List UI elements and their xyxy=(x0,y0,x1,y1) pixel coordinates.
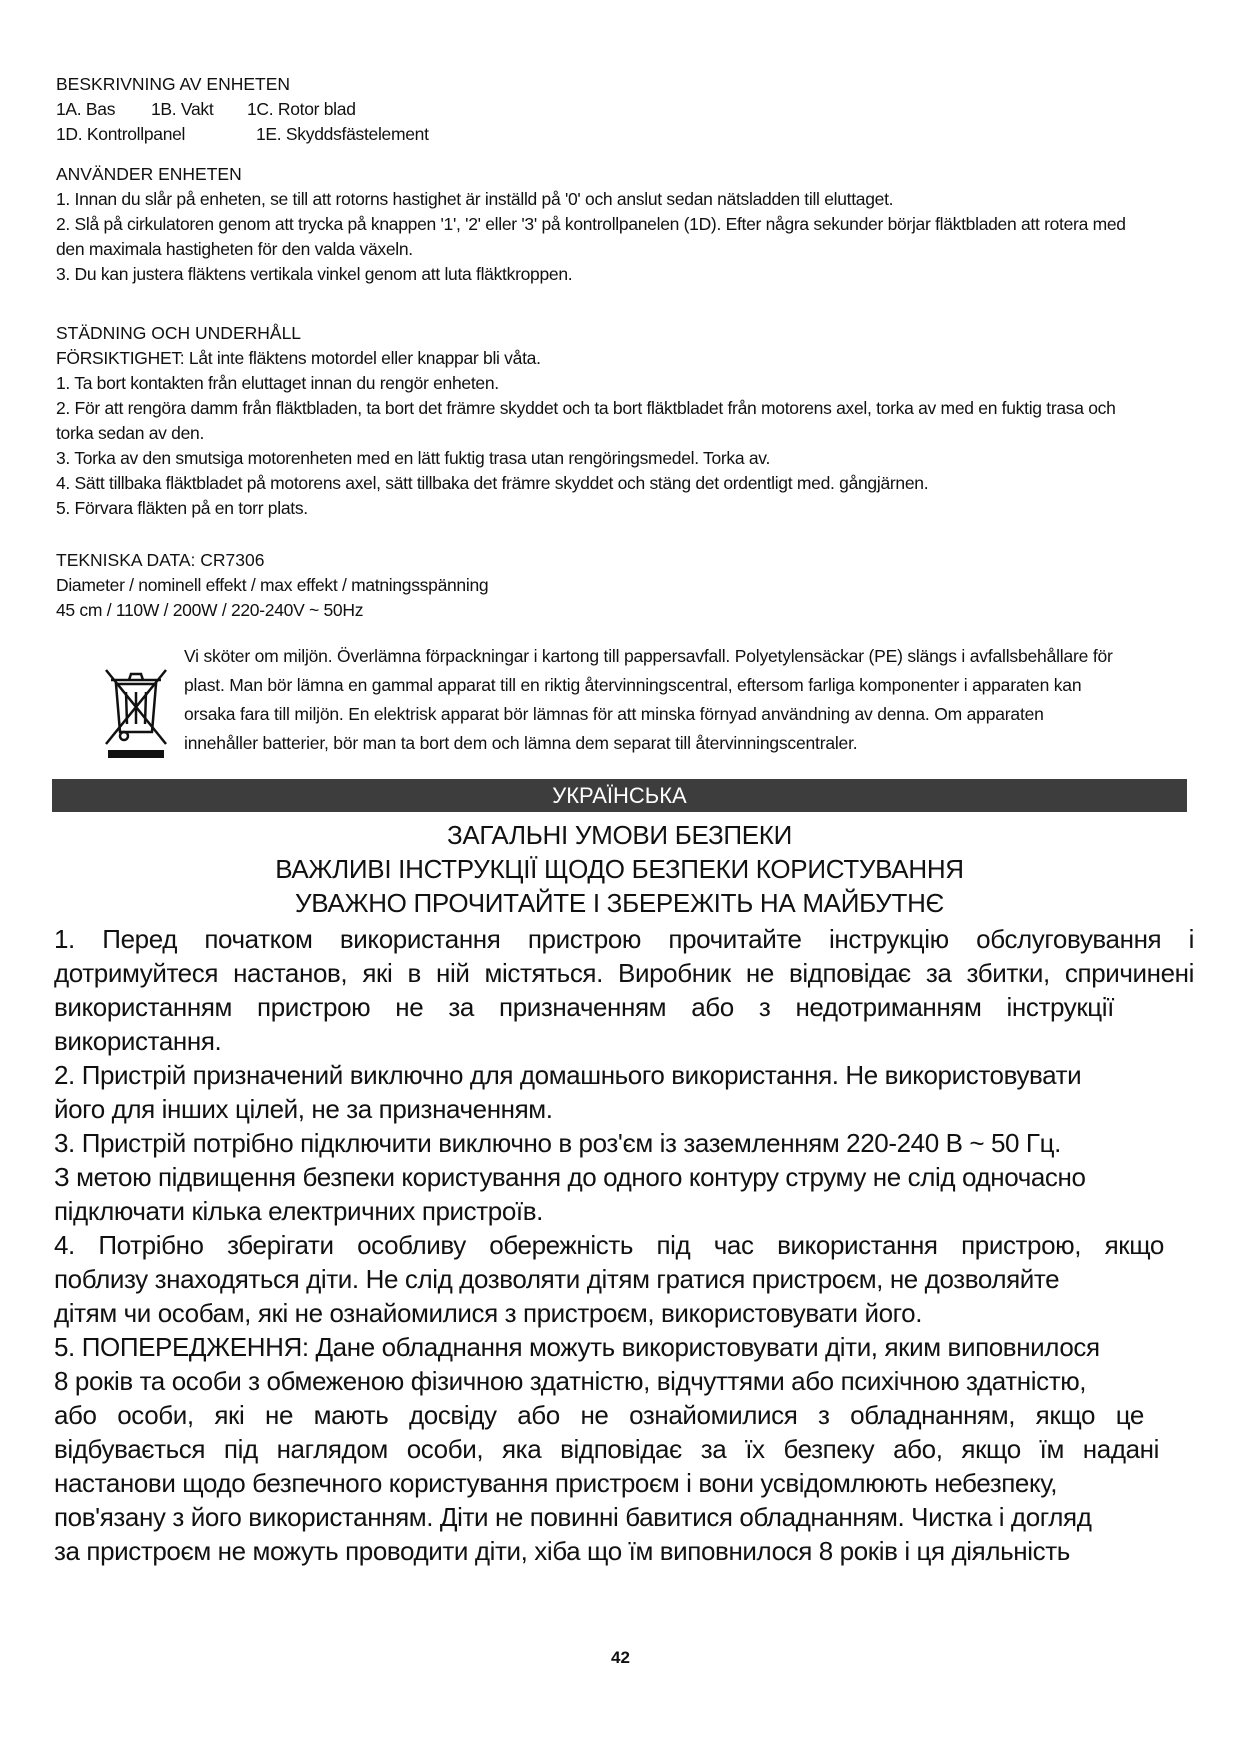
safety-line: 4. Потрібно зберігати особливу обережність під час використання пристрою, якщо xyxy=(54,1230,1164,1260)
cleaning-line: 4. Sätt tillbaka fläktbladet på motorens axel, sätt tillbaka det främre skyddet och stäng det ordentligt med. gångjärnen. xyxy=(56,473,929,493)
cleaning-line: 1. Ta bort kontakten från eluttaget innan du rengör enheten. xyxy=(56,373,499,393)
safety-line: дітям чи особам, які не ознайомилися з пристроєм, використовувати його. xyxy=(54,1298,923,1328)
cleaning-line: 5. Förvara fläkten på en torr plats. xyxy=(56,498,308,518)
using-line: 3. Du kan justera fläktens vertikala vinkel genom att luta fläktkroppen. xyxy=(56,264,573,284)
cleaning-heading: STÄDNING OCH UNDERHÅLL xyxy=(56,323,302,343)
device-description-heading: BESKRIVNING AV ENHETEN xyxy=(56,74,291,94)
part-1a: 1A. Bas xyxy=(56,99,116,119)
safety-line: його для інших цілей, не за призначенням. xyxy=(54,1094,553,1124)
safety-title-1: ЗАГАЛЬНІ УМОВИ БЕЗПЕКИ xyxy=(446,820,793,850)
safety-line: настанови щодо безпечного користування пристроєм і вони усвідомлюють небезпеку, xyxy=(54,1468,1058,1498)
using-device-heading: ANVÄNDER ENHETEN xyxy=(56,164,242,184)
environment-line: plast. Man bör lämna en gammal apparat till en riktig återvinningscentral, eftersom farliga komponenter i apparaten kan xyxy=(184,675,1082,695)
safety-line: відбувається під наглядом особи, яка відповідає за їх безпеку або, якщо їм надані xyxy=(54,1434,1159,1464)
page-number: 42 xyxy=(611,1648,630,1667)
using-line: den maximala hastigheten för den valda växeln. xyxy=(56,239,413,259)
using-line: 2. Slå på cirkulatoren genom att trycka på knappen '1', '2' eller '3' på kontrollpanelen (1D). Efter några sekunder börjar fläktbladen att rotera med xyxy=(56,214,1126,234)
safety-instructions-body xyxy=(54,922,1194,1568)
safety-line: 3. Пристрій потрібно підключити виключно в роз'єм із заземленням 220-240 В ~ 50 Гц. xyxy=(54,1128,1061,1158)
part-1e: 1E. Skyddsfästelement xyxy=(256,124,429,144)
environment-notice xyxy=(56,642,1186,762)
technical-data-section xyxy=(56,548,1186,623)
safety-line: поблизу знаходяться діти. Не слід дозволяти дітям гратися пристроєм, не дозволяйте xyxy=(54,1264,1060,1294)
cleaning-line: FÖRSIKTIGHET: Låt inte fläktens motordel eller knappar bli våta. xyxy=(56,348,541,368)
safety-line: підключати кілька електричних пристроїв. xyxy=(54,1196,543,1226)
safety-line: 8 років та особи з обмеженою фізичною здатністю, відчуттями або психічною здатністю, xyxy=(54,1366,1087,1396)
safety-line: 1. Перед початком використання пристрою прочитайте інструкцію обслуговування і xyxy=(54,924,1194,954)
cleaning-section xyxy=(56,321,1186,521)
safety-line: 2. Пристрій призначений виключно для домашнього використання. Не використовувати xyxy=(54,1060,1082,1090)
safety-line: за пристроєм не можуть проводити діти, хіба що їм виповнилося 8 років і ця діяльність xyxy=(54,1536,1070,1566)
environment-line: Vi sköter om miljön. Överlämna förpackningar i kartong till pappersavfall. Polyetylensäckar (PE) slängs i avfallsbehållare för xyxy=(184,646,1113,666)
environment-line: orsaka fara till miljön. En elektrisk apparat bör lämnas för att minska förnyad användning av denna. Om apparaten xyxy=(184,704,1044,724)
part-1d: 1D. Kontrollpanel xyxy=(56,124,186,144)
safety-line: використання. xyxy=(54,1026,222,1056)
cleaning-line: torka sedan av den. xyxy=(56,423,205,443)
safety-title-3: УВАЖНО ПРОЧИТАЙТЕ І ЗБЕРЕЖІТЬ НА МАЙБУТНЄ xyxy=(295,888,944,918)
safety-line: дотримуйтеся настанов, які в ній містяться. Виробник не відповідає за збитки, спричинені xyxy=(54,958,1194,988)
environment-line: innehåller batterier, bör man ta bort dem och lämna dem separat till återvinningscentraler. xyxy=(184,733,858,753)
safety-line: використанням пристрою не за призначенням або з недотриманням інструкції xyxy=(54,992,1114,1022)
cleaning-line: 2. För att rengöra damm från fläktbladen, ta bort det främre skyddet och ta bort fläktbladet från motorens axel, torka av med en fuktig trasa och xyxy=(56,398,1116,418)
safety-line: З метою підвищення безпеки користування до одного контуру струму не слід одночасно xyxy=(54,1162,1086,1192)
using-device-section xyxy=(56,162,1186,287)
parts-row-2 xyxy=(56,122,1186,147)
safety-line: 5. ПОПЕРЕДЖЕННЯ: Дане обладнання можуть використовувати діти, яким виповнилося xyxy=(54,1332,1100,1362)
parts-row-1 xyxy=(56,97,1186,122)
cleaning-line: 3. Torka av den smutsiga motorenheten med en lätt fuktig trasa utan rengöringsmedel. Torka av. xyxy=(56,448,771,468)
language-section-bar: УКРАЇНСЬКА xyxy=(52,779,1187,812)
safety-line: або особи, які не мають досвіду або не ознайомилися з обладнанням, якщо це xyxy=(54,1400,1144,1430)
safety-title-2: ВАЖЛИВІ ІНСТРУКЦІЇ ЩОДО БЕЗПЕКИ КОРИСТУВАННЯ xyxy=(275,854,964,884)
environment-text xyxy=(184,642,1184,758)
using-line: 1. Innan du slår på enheten, se till att rotorns hastighet är inställd på '0' och anslut sedan nätsladden till eluttaget. xyxy=(56,189,894,209)
part-1b: 1B. Vakt xyxy=(151,99,214,119)
technical-data-line: 45 cm / 110W / 200W / 220-240V ~ 50Hz xyxy=(56,600,364,620)
technical-data-heading: TEKNISKA DATA: CR7306 xyxy=(56,550,265,570)
technical-data-line: Diameter / nominell effekt / max effekt / matningsspänning xyxy=(56,575,489,595)
part-1c: 1C. Rotor blad xyxy=(247,99,356,119)
safety-line: пов'язану з його використанням. Діти не повинні бавитися обладнанням. Чистка і догляд xyxy=(54,1502,1092,1532)
crossed-out-wheelie-bin-icon xyxy=(96,662,176,762)
device-description-section xyxy=(56,72,1186,147)
